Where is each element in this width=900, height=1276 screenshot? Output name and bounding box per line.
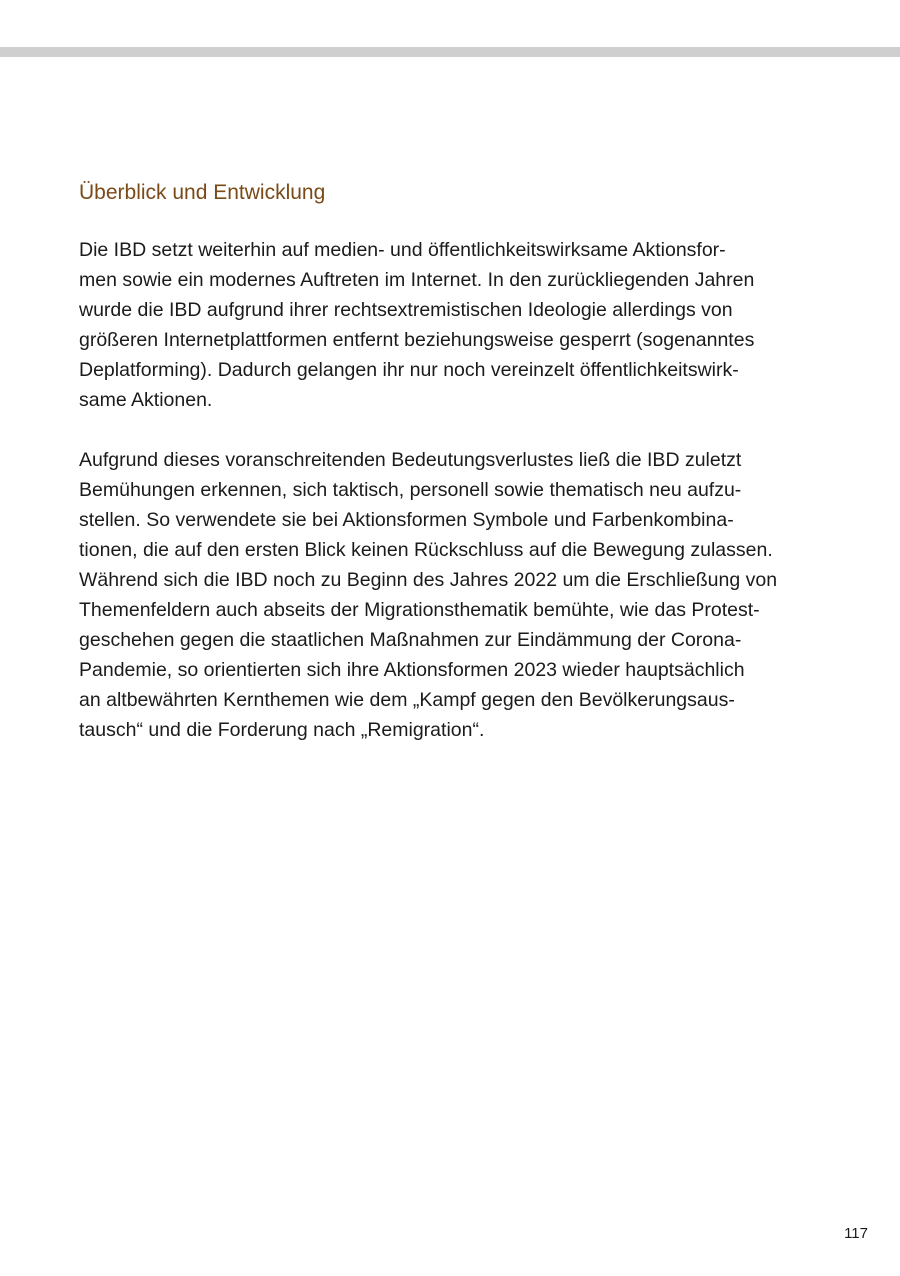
text-line: Pandemie, so orientierten sich ihre Aktionsformen 2023 wieder hauptsächlich <box>79 659 745 681</box>
text-line: stellen. So verwendete sie bei Aktionsformen Symbole und Farbenkombina- <box>79 509 734 531</box>
text-line: an altbewährten Kernthemen wie dem „Kampf gegen den Bevölkerungsaus- <box>79 689 735 711</box>
text-line: Themenfeldern auch abseits der Migrationsthematik bemühte, wie das Protest- <box>79 599 760 621</box>
text-line: men sowie ein modernes Auftreten im Internet. In den zurückliegenden Jahren <box>79 269 755 291</box>
top-rule <box>0 47 900 57</box>
page-number: 117 <box>844 1225 868 1242</box>
text-line: Aufgrund dieses voranschreitenden Bedeutungsverlustes ließ die IBD zuletzt <box>79 449 742 471</box>
text-line: größeren Internetplattformen entfernt beziehungsweise gesperrt (sogenanntes <box>79 329 755 351</box>
text-line: geschehen gegen die staatlichen Maßnahmen zur Eindämmung der Corona- <box>79 629 742 651</box>
text-line: Während sich die IBD noch zu Beginn des Jahres 2022 um die Erschließung von <box>79 569 778 591</box>
page-content <box>79 176 839 745</box>
text-line: tionen, die auf den ersten Blick keinen Rückschluss auf die Bewegung zulassen. <box>79 539 773 561</box>
section-heading: Überblick und Entwicklung <box>79 181 326 204</box>
paragraph-2 <box>79 445 839 745</box>
text-line: wurde die IBD aufgrund ihrer rechtsextremistischen Ideologie allerdings von <box>79 299 733 321</box>
text-line: same Aktionen. <box>79 389 213 411</box>
text-line: Deplatforming). Dadurch gelangen ihr nur noch vereinzelt öffentlichkeitswirk- <box>79 359 739 381</box>
text-line: tausch“ und die Forderung nach „Remigration“. <box>79 719 485 741</box>
text-line: Die IBD setzt weiterhin auf medien- und öffentlichkeitswirksame Aktionsfor- <box>79 239 726 261</box>
paragraph-1 <box>79 235 839 415</box>
text-line: Bemühungen erkennen, sich taktisch, personell sowie thematisch neu aufzu- <box>79 479 742 501</box>
